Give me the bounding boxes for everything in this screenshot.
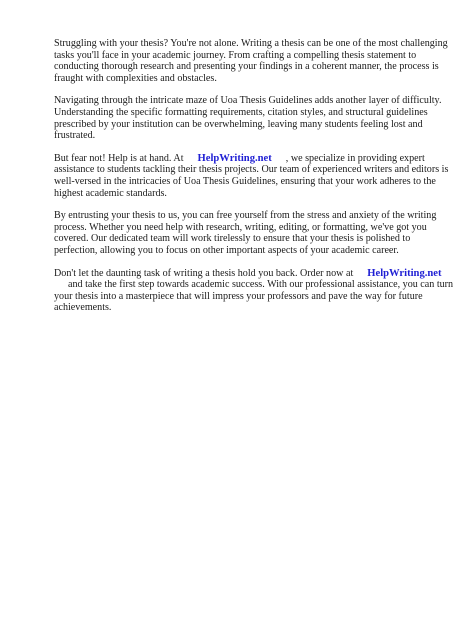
paragraph-entrust: By entrusting your thesis to us, you can free yourself from the stress and anxiety of the writing process. Whether you need help with research, writing, editing, or formatting, we've got you covered. Our dedicated team will work tirelessly to ensure that your thesis is polished to perfection, allowing you to focus on other important aspects of your academic career. [54, 210, 437, 256]
helpwriting-link[interactable]: HelpWriting.net [197, 152, 272, 164]
paragraph-help [54, 153, 454, 199]
paragraph-intro: Struggling with your thesis? You're not alone. Writing a thesis can be one of the most challenging tasks you'll face in your academic journey. From crafting a compelling thesis statement to conducting thorough research and presenting your findings in a coherent manner, the process is fraught with complexities and obstacles. [54, 38, 448, 84]
document-body [54, 38, 454, 325]
paragraph-order [54, 268, 454, 314]
paragraph-guidelines: Navigating through the intricate maze of Uoa Thesis Guidelines adds another layer of difficulty. Understanding the specific formatting requirements, citation styles, and structural guidelines prescribed by your institution can be overwhelming, leaving many students feeling lost and frustrated. [54, 95, 442, 142]
order-helpwriting-link[interactable]: HelpWriting.net [367, 267, 442, 279]
paragraph-order-lead: Don't let the daunting task of writing a thesis hold you back. Order now at [54, 267, 354, 279]
paragraph-help-rest: , we specialize in providing expert assistance to students tackling their thesis projects. Our team of experienced writers and editors is well-versed in the intricacies of Uoa Thesis Guidelines, ensuring that your work adheres to the highest academic standards. [54, 152, 449, 199]
paragraph-help-lead: But fear not! Help is at hand. At [54, 152, 184, 164]
paragraph-order-rest: and take the first step towards academic success. With our professional assistance, you can turn your thesis into a masterpiece that will impress your professors and pave the way for future achievements. [54, 279, 454, 314]
